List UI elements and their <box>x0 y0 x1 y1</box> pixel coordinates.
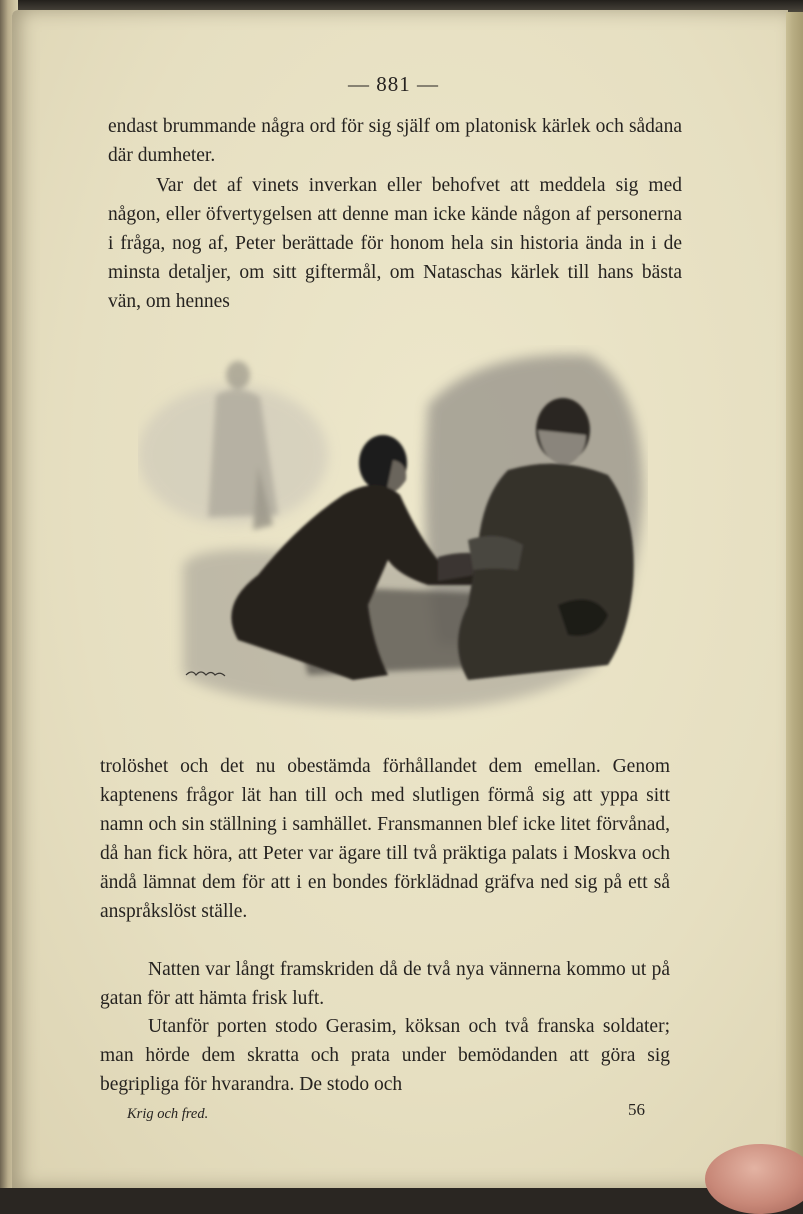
footer-book-title: Krig och fred. <box>127 1106 209 1122</box>
paragraph-5: Utanför porten stodo Gerasim, köksan och två franska soldater; man hörde dem skratta och prata under bemödanden att göra sig begripliga för hvarandra. De stodo och <box>100 1016 670 1095</box>
paragraph-4: Natten var långt framskriden då de två nya vännerna kommo ut på gatan för att hämta frisk luft. <box>100 959 670 1009</box>
paragraph-3: trolöshet och det nu obestämda förhållandet dem emellan. Genom kaptenens frågor lät han till och med slutligen förmå sig att yppa sitt namn och sin ställning i samhället. Fransmannen blef icke litet förvånad, då han fick höra, att Peter var ägare till två präktiga palats i Moskva och ändå lämnat dem för att i en bondes förklädnad gräfva ned sig på ett så anspråkslöst ställe. <box>100 756 670 922</box>
paragraph-1: endast brummande några ord för sig själf om platonisk kärlek och sådana där dumheter. <box>108 116 682 166</box>
page-number: — 881 — <box>348 72 439 96</box>
paragraph-2: Var det af vinets inverkan eller behofvet att meddela sig med någon, eller öfvertygelsen att denne man icke kände någon af personerna i fråga, nog af, Peter berättade för honom hela sin historia ända in i de minsta detaljer, om sitt giftermål, om Nataschas kärlek till hans bästa vän, om hennes <box>108 175 682 312</box>
footer-signature-mark: 56 <box>628 1100 645 1119</box>
page-fore-edge <box>786 12 803 1188</box>
two-men-conversing-illustration <box>138 345 648 720</box>
thumb-overlay <box>705 1144 803 1214</box>
